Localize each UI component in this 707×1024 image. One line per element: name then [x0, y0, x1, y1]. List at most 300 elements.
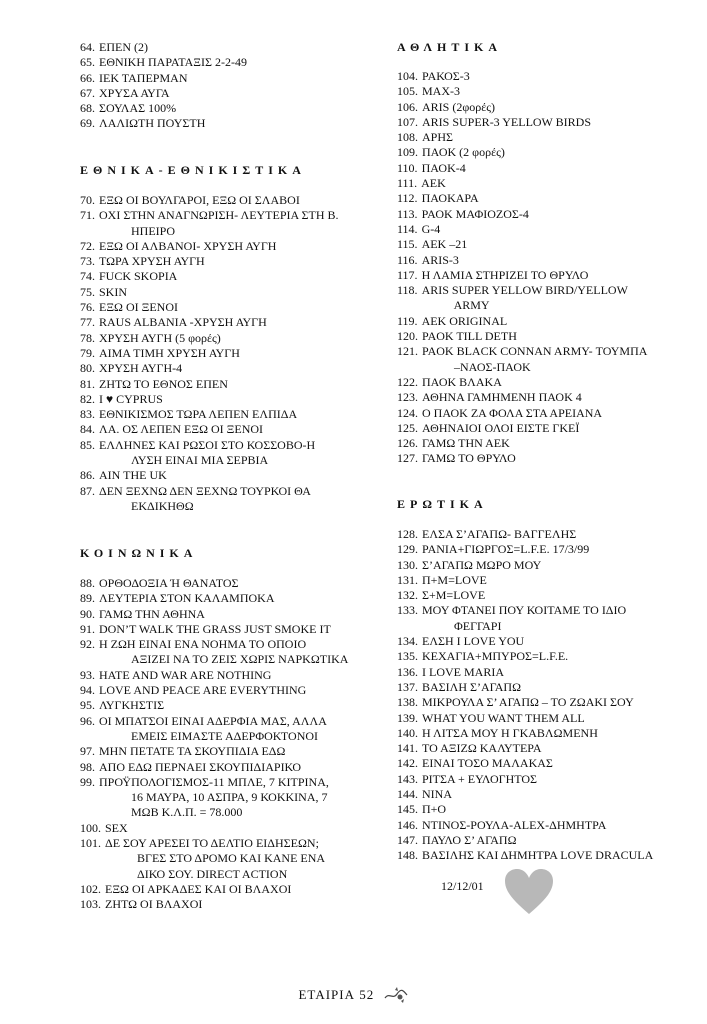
item-text [99, 377, 380, 392]
item-number: 118. [397, 283, 418, 298]
list-item [80, 698, 380, 713]
item-text [99, 591, 380, 606]
item-text-continuation: ΕΚΔΙΚΗΘΩ [131, 498, 194, 513]
list-item [80, 744, 380, 759]
list-item [397, 833, 692, 848]
item-number: 140. [397, 725, 418, 740]
item-number: 130. [397, 557, 418, 572]
item-number: 109. [397, 145, 418, 160]
item-text-line: Η ΛΙΤΣΑ ΜΟΥ Η ΓΚΑΒΛΩΜΕΝΗ [422, 725, 598, 740]
list-item [397, 634, 692, 649]
item-number: 125. [397, 420, 418, 435]
item-number: 75. [80, 284, 95, 299]
item-text-line: ΒΑΣΙΛΗΣ ΚΑΙ ΔΗΜΗΤΡΑ LOVE DRACULA [422, 848, 654, 863]
item-text [422, 772, 692, 787]
item-text [422, 680, 692, 695]
item-text [421, 176, 692, 191]
item-text-continuation: ΜΩΒ Κ.Λ.Π. = 78.000 [131, 805, 243, 820]
item-number: 69. [80, 116, 95, 131]
item-number: 64. [80, 40, 95, 54]
list-item [397, 726, 692, 741]
item-text [99, 254, 380, 269]
item-number: 110. [397, 160, 418, 175]
list-item [80, 422, 380, 437]
item-text [422, 588, 692, 603]
item-text-line: ΓΑΜΩ ΤΗΝ ΑΕΚ [422, 436, 510, 451]
item-text-continuation: ΕΜΕΙΣ ΕΙΜΑΣΤΕ ΑΔΕΡΦΟΚΤΟΝΟΙ [131, 728, 319, 743]
item-text [99, 698, 380, 713]
page-number: 52 [359, 987, 375, 1003]
item-text [99, 193, 380, 208]
item-text [422, 726, 692, 741]
list-item [397, 314, 692, 329]
item-number: 86. [80, 468, 95, 483]
list-ethnika [80, 193, 380, 514]
item-number: 99. [80, 774, 95, 789]
item-number: 102. [80, 881, 101, 896]
item-text-line: ΕΘΝΙΚΗ ΠΑΡΑΤΑΞΙΣ 2-2-49 [99, 55, 247, 70]
list-item [80, 40, 380, 55]
list-item [397, 741, 692, 756]
item-number: 90. [80, 606, 95, 621]
heading-erotika: ΕΡΩΤΙΚΑ [397, 497, 488, 511]
list-item [397, 145, 692, 160]
item-number: 138. [397, 695, 418, 710]
item-text [99, 239, 380, 254]
item-text [99, 760, 380, 775]
item-text [99, 285, 380, 300]
item-text [422, 84, 692, 99]
item-text-line: ΙΕΚ ΤΑΠΕΡΜΑΝ [99, 70, 188, 85]
list-item [397, 756, 692, 771]
list-item [80, 300, 380, 315]
item-text-line: ΠΑΟΚ (2 φορές) [422, 145, 505, 160]
list-item [397, 588, 692, 603]
list-item [397, 329, 692, 344]
item-number: 116. [397, 252, 418, 267]
item-text [422, 314, 692, 329]
item-text-line: ΠΡΟΫΠΟΛΟΓΙΣΜΟΣ-11 ΜΠΛΕ, 7 ΚΙΤΡΙΝΑ, [99, 774, 329, 789]
item-number: 121. [397, 344, 418, 359]
item-number: 113. [397, 206, 418, 221]
item-text-line: ΑΕΚ –21 [421, 237, 468, 252]
item-text-line: Σ’ΑΓΑΠΩ ΜΩΡΟ ΜΟΥ [422, 557, 542, 572]
item-text [422, 222, 692, 237]
item-text-line: Π+Ο [422, 802, 447, 817]
item-number: 98. [80, 759, 95, 774]
item-number: 122. [397, 374, 418, 389]
item-text-continuation: ΗΠΕΙΡΟ [131, 223, 175, 238]
item-number: 148. [397, 848, 418, 863]
item-number: 112. [397, 191, 418, 206]
item-number: 94. [80, 683, 95, 698]
list-erotika [397, 527, 692, 864]
item-text [422, 145, 692, 160]
item-text [99, 269, 380, 284]
item-text-continuation: ΑΞΙΖΕΙ ΝΑ ΤΟ ΖΕΙΣ ΧΩΡΙΣ ΝΑΡΚΩΤΙΚΑ [131, 652, 349, 667]
item-text-line: ΝΤΙΝΟΣ-ΡΟΥΛΑ-ALEX-ΔΗΜΗΤΡΑ [422, 817, 607, 832]
list-item [397, 665, 692, 680]
item-number: 106. [397, 99, 418, 114]
item-number: 66. [80, 70, 95, 85]
item-text-line: SEX [105, 820, 128, 835]
item-text-line: ΠΑΟΚ-4 [421, 160, 466, 175]
list-item [397, 176, 692, 191]
item-text [99, 484, 380, 515]
list-item [397, 283, 692, 314]
item-text-line: ΧΡΥΣΗ ΑΥΓΗ (5 φορές) [99, 330, 221, 345]
item-text [99, 668, 380, 683]
item-text [105, 882, 380, 897]
item-number: 136. [397, 664, 418, 679]
item-text [99, 407, 380, 422]
list-item [80, 377, 380, 392]
list-item [80, 254, 380, 269]
item-text [422, 451, 692, 466]
item-number: 139. [397, 710, 418, 725]
item-text [422, 115, 692, 130]
item-number: 70. [80, 193, 95, 207]
item-text-line: ΡΑΝΙΑ+ΓΙΩΡΓΟΣ=L.F.E. 17/3/99 [422, 542, 590, 557]
item-text-line: ΝΙΝΑ [422, 787, 452, 802]
list-item [397, 130, 692, 145]
list-item [397, 344, 692, 375]
item-text-line: ΜΑΧ-3 [422, 84, 460, 99]
list-item [80, 86, 380, 101]
item-text [422, 802, 692, 817]
list-item [80, 208, 380, 239]
item-text [422, 634, 692, 649]
item-text [422, 191, 692, 206]
item-text-line: FUCK SKOPIA [99, 269, 178, 284]
item-number: 77. [80, 315, 95, 330]
item-number: 85. [80, 437, 95, 452]
item-text-line: Η ΖΩΗ ΕΙΝΑΙ ΕΝΑ ΝΟΗΜΑ ΤΟ ΟΠΟΙΟ [99, 637, 307, 652]
item-text [422, 711, 692, 726]
list-item [80, 897, 380, 912]
item-number: 119. [397, 313, 418, 328]
list-item [397, 848, 692, 863]
item-text [422, 787, 692, 802]
list-item [80, 193, 380, 208]
item-text [422, 848, 692, 863]
item-text-line: G-4 [421, 221, 441, 236]
item-text-line: ΡΑΚΟΣ-3 [422, 69, 470, 83]
item-text-line: ΔΕ ΣΟΥ ΑΡΕΣΕΙ ΤΟ ΔΕΛΤΙΟ ΕΙΔΗΣΕΩΝ; [105, 836, 319, 851]
item-text [422, 390, 692, 405]
list-item [80, 269, 380, 284]
item-text [422, 695, 692, 710]
list-item [80, 821, 380, 836]
list-item [80, 55, 380, 70]
item-number: 82. [80, 391, 95, 406]
list-item [80, 392, 380, 407]
item-text [422, 207, 692, 222]
heart-icon [504, 868, 554, 916]
item-text-line: ARIS SUPER YELLOW BIRD/YELLOW [421, 283, 628, 298]
item-number: 143. [397, 771, 418, 786]
list-item [397, 772, 692, 787]
item-text-line: WHAT YOU WANT THEM ALL [422, 710, 585, 725]
date-stamp: 12/12/01 [441, 879, 484, 893]
item-text-line: ΓΑΜΩ ΤΗΝ ΑΘΗΝΑ [99, 606, 205, 621]
item-number: 123. [397, 390, 418, 405]
item-text [99, 392, 380, 407]
item-text [99, 622, 380, 637]
item-text-line: ΣΟΥΛΑΣ 100% [99, 101, 177, 116]
item-text-line: ΔΕΝ ΞΕΧΝΩ ΔΕΝ ΞΕΧΝΩ ΤΟΥΡΚΟΙ ΘΑ [99, 483, 311, 498]
list-item [397, 100, 692, 115]
list-item [397, 421, 692, 436]
item-number: 135. [397, 649, 418, 664]
list-item [80, 836, 380, 882]
item-number: 78. [80, 330, 95, 345]
item-number: 145. [397, 802, 418, 817]
item-text-line: HATE AND WAR ARE NOTHING [99, 667, 272, 682]
list-item [397, 237, 692, 252]
item-text [422, 542, 692, 557]
heading-koinonika: ΚΟΙΝΩΝΙΚΑ [80, 546, 198, 560]
item-text [422, 283, 692, 314]
item-text [105, 836, 380, 882]
item-text [422, 268, 692, 283]
item-text-line: ΜΟΥ ΦΤΑΝΕΙ ΠΟΥ ΚΟΙΤΑΜΕ ΤΟ ΙΔΙΟ [422, 603, 627, 618]
item-number: 84. [80, 422, 95, 437]
item-text-line: Η ΛΑΜΙΑ ΣΤΗΡΙΖΕΙ ΤΟ ΘΡΥΛΟ [421, 267, 589, 282]
item-number: 147. [397, 832, 418, 847]
item-text [422, 344, 692, 375]
list-item [397, 436, 692, 451]
list-item [80, 484, 380, 515]
list-item [80, 591, 380, 606]
item-number: 144. [397, 787, 418, 802]
list-item [80, 668, 380, 683]
list-item [80, 285, 380, 300]
list-item [80, 315, 380, 330]
list-item [80, 775, 380, 821]
list-item [80, 468, 380, 483]
item-text-line: ΑΡΗΣ [422, 130, 453, 145]
item-text-line: ARIS SUPER-3 YELLOW BIRDS [422, 114, 592, 129]
item-number: 83. [80, 407, 95, 422]
item-text [99, 101, 380, 116]
item-number: 67. [80, 85, 95, 100]
item-text [422, 741, 692, 756]
item-text-line: PAOK TILL DETH [422, 329, 517, 344]
list-item [80, 116, 380, 131]
list-item [80, 361, 380, 376]
item-text-line: ΕΘΝΙΚΙΣΜΟΣ ΤΩΡΑ ΛΕΠΕΝ ΕΛΠΙΔΑ [99, 407, 298, 422]
item-text [422, 756, 692, 771]
list-item [80, 346, 380, 361]
item-text [99, 208, 380, 239]
item-number: 111. [397, 176, 418, 191]
list-item [397, 69, 692, 84]
list-item [397, 711, 692, 726]
list-item [80, 239, 380, 254]
list-item [397, 161, 692, 176]
list-item [397, 818, 692, 833]
item-text-line: ΑΙΜΑ ΤΙΜΗ ΧΡΥΣΗ ΑΥΓΗ [99, 345, 240, 360]
item-text-line: ARIS-3 [421, 252, 459, 267]
item-number: 105. [397, 84, 418, 99]
heading-athlitika: ΑΘΛΗΤΙΚΑ [397, 40, 503, 54]
item-text [422, 573, 692, 588]
page-footer [0, 986, 707, 1004]
list-item [80, 607, 380, 622]
item-text [99, 422, 380, 437]
item-number: 129. [397, 542, 418, 557]
item-text-line: ARIS (2φορές) [422, 99, 496, 114]
item-text [99, 300, 380, 315]
item-text [422, 665, 692, 680]
item-number: 133. [397, 603, 418, 618]
item-number: 137. [397, 679, 418, 694]
item-text [422, 329, 692, 344]
item-number: 95. [80, 698, 95, 713]
item-text [99, 714, 380, 745]
item-text-line: ΕΛΛΗΝΕΣ ΚΑΙ ΡΩΣΟΙ ΣΤΟ ΚΟΣΣΟΒΟ-Η [99, 437, 316, 452]
item-text-line: ΤΟ ΑΞΙΖΩ ΚΑΛΥΤΕΡΑ [422, 741, 542, 756]
item-text-line: ΕΙΝΑΙ ΤΟΣΟ ΜΑΛΑΚΑΣ [422, 756, 553, 771]
item-text [422, 527, 692, 542]
item-number: 92. [80, 637, 95, 652]
item-text-line: DON’T WALK THE GRASS JUST SMOKE IT [99, 621, 331, 636]
item-text [99, 116, 380, 131]
item-number: 91. [80, 621, 95, 636]
list-item [80, 331, 380, 346]
list-item [80, 882, 380, 897]
item-text-line: ΜΙΚΡΟΥΛΑ Σ’ ΑΓΑΠΩ – ΤΟ ΖΩΑΚΙ ΣΟΥ [422, 695, 634, 710]
item-number: 120. [397, 329, 418, 344]
list-item [397, 573, 692, 588]
item-number: 101. [80, 836, 101, 851]
item-text [422, 406, 692, 421]
item-number: 126. [397, 436, 418, 451]
item-text [99, 683, 380, 698]
list-item [80, 576, 380, 591]
item-text-line: Σ+Μ=LOVE [422, 588, 486, 603]
list-item [397, 451, 692, 466]
item-text-line: ΟΧΙ ΣΤΗΝ ΑΝΑΓΝΩΡΙΣΗ- ΛΕΥΤΕΡΙΑ ΣΤΗ Β. [99, 208, 339, 223]
list-athlitika [397, 69, 692, 467]
item-text-line: ΠΑΥΛΟ Σ’ ΑΓΑΠΩ [422, 832, 517, 847]
item-text-line: ΛΑΛΙΩΤΗ ΠΟΥΣΤΗ [99, 116, 206, 131]
item-number: 141. [397, 741, 418, 756]
item-text-line: ΧΡΥΣΑ ΑΥΓΑ [99, 85, 170, 100]
item-text-line: Π+Μ=LOVE [422, 572, 487, 587]
item-text-line: ΛΕΥΤΕΡΙΑ ΣΤΟΝ ΚΑΛΑΜΠΟΚΑ [99, 591, 275, 606]
footer-label: ΕΤΑΙΡΙΑ [298, 987, 355, 1003]
item-number: 115. [397, 237, 418, 252]
item-text [422, 833, 692, 848]
item-text [99, 438, 380, 469]
item-text [422, 649, 692, 664]
item-number: 128. [397, 527, 418, 541]
item-text [422, 130, 692, 145]
list-item [397, 802, 692, 817]
item-text-line: ΑΘΗΝΑ ΓΑΜΗΜΕΝΗ ΠΑΟΚ 4 [422, 390, 582, 405]
item-text-line: ΒΑΣΙΛΗ Σ’ΑΓΑΠΩ [422, 679, 521, 694]
item-text [422, 375, 692, 390]
list-item [80, 637, 380, 668]
item-text [99, 40, 380, 55]
item-number: 146. [397, 817, 418, 832]
item-number: 117. [397, 267, 418, 282]
list-item [397, 406, 692, 421]
list-item [397, 542, 692, 557]
item-text-line: ΖΗΤΩ ΤΟ ΕΘΝΟΣ ΕΠΕΝ [99, 376, 228, 391]
item-number: 71. [80, 208, 95, 223]
item-number: 142. [397, 756, 418, 771]
item-text-line: ΟΙ ΜΠΑΤΣΟΙ ΕΙΝΑΙ ΑΔΕΡΦΙΑ ΜΑΣ, ΑΛΛΑ [99, 713, 327, 728]
item-text [105, 897, 380, 912]
item-text [422, 421, 692, 436]
item-text-line: ΧΡΥΣΗ ΑΥΓΗ-4 [99, 361, 183, 376]
item-text [99, 607, 380, 622]
list-item [397, 649, 692, 664]
item-text [422, 100, 692, 115]
item-text-continuation: ΛΥΣΗ ΕΙΝΑΙ ΜΙΑ ΣΕΡΒΙΑ [131, 453, 269, 468]
item-number: 76. [80, 300, 95, 315]
item-number: 68. [80, 101, 95, 116]
item-text [105, 821, 380, 836]
list-item [397, 207, 692, 222]
item-text-line: ΤΩΡΑ ΧΡΥΣΗ ΑΥΓΗ [99, 254, 205, 269]
item-number: 114. [397, 221, 418, 236]
item-text-line: RAUS ALBANIA -ΧΡΥΣΗ ΑΥΓΗ [99, 315, 267, 330]
ornament-icon [383, 986, 409, 1004]
item-text-line: ΕΞΩ ΟΙ ΑΡΚΑΔΕΣ ΚΑΙ ΟΙ ΒΛΑΧΟΙ [105, 881, 292, 896]
item-text-line: ΕΞΩ ΟΙ ΒΟΥΛΓΑΡΟΙ, ΕΞΩ ΟΙ ΣΛΑΒΟΙ [99, 193, 300, 207]
item-number: 79. [80, 345, 95, 360]
item-text [99, 346, 380, 361]
item-text-line: ΑΕΚ [421, 176, 446, 191]
item-text-continuation: 16 ΜΑΥΡΑ, 10 ΑΣΠΡΑ, 9 ΚΟΚΚΙΝΑ, 7 [131, 790, 328, 805]
item-number: 134. [397, 634, 418, 649]
item-text [422, 253, 692, 268]
item-text-line: ΓΑΜΩ ΤΟ ΘΡΥΛΟ [422, 451, 516, 466]
item-text-line: ΠΑΟΚ ΒΛΑΚΑ [422, 374, 502, 389]
item-text-line: ΕΛΣΑ Σ’ΑΓΑΠΩ- ΒΑΓΓΕΛΗΣ [422, 527, 577, 541]
item-text-continuation: –ΝΑΟΣ-ΠΑΟΚ [454, 359, 531, 374]
item-number: 74. [80, 269, 95, 284]
item-text-line: ΚΕΧΑΓΙΑ+ΜΠΥΡΟΣ=L.F.E. [422, 649, 569, 664]
item-text-line: ΛΥΓΚΗΣΤΙΣ [99, 698, 165, 713]
item-text-line: ΕΞΩ ΟΙ ΞΕΝΟΙ [99, 300, 179, 315]
item-text-line: ΕΠΕΝ (2) [99, 40, 148, 54]
item-number: 73. [80, 254, 95, 269]
item-text [99, 55, 380, 70]
item-text [99, 744, 380, 759]
list-item [80, 714, 380, 745]
item-text-continuation: ARMY [453, 298, 490, 313]
list-item [80, 71, 380, 86]
item-number: 97. [80, 744, 95, 759]
list-item [80, 438, 380, 469]
item-text [99, 637, 380, 668]
item-text [422, 558, 692, 573]
item-text [99, 86, 380, 101]
item-text [99, 775, 380, 821]
item-number: 89. [80, 591, 95, 606]
list-item [80, 101, 380, 116]
item-number: 124. [397, 405, 418, 420]
item-text-line: Ο ΠΑΟΚ ΖΑ ΦΟΛΑ ΣΤΑ ΑΡΕΙΑΝΑ [422, 405, 603, 420]
list-item [397, 787, 692, 802]
item-number: 100. [80, 820, 101, 835]
list-item [397, 558, 692, 573]
